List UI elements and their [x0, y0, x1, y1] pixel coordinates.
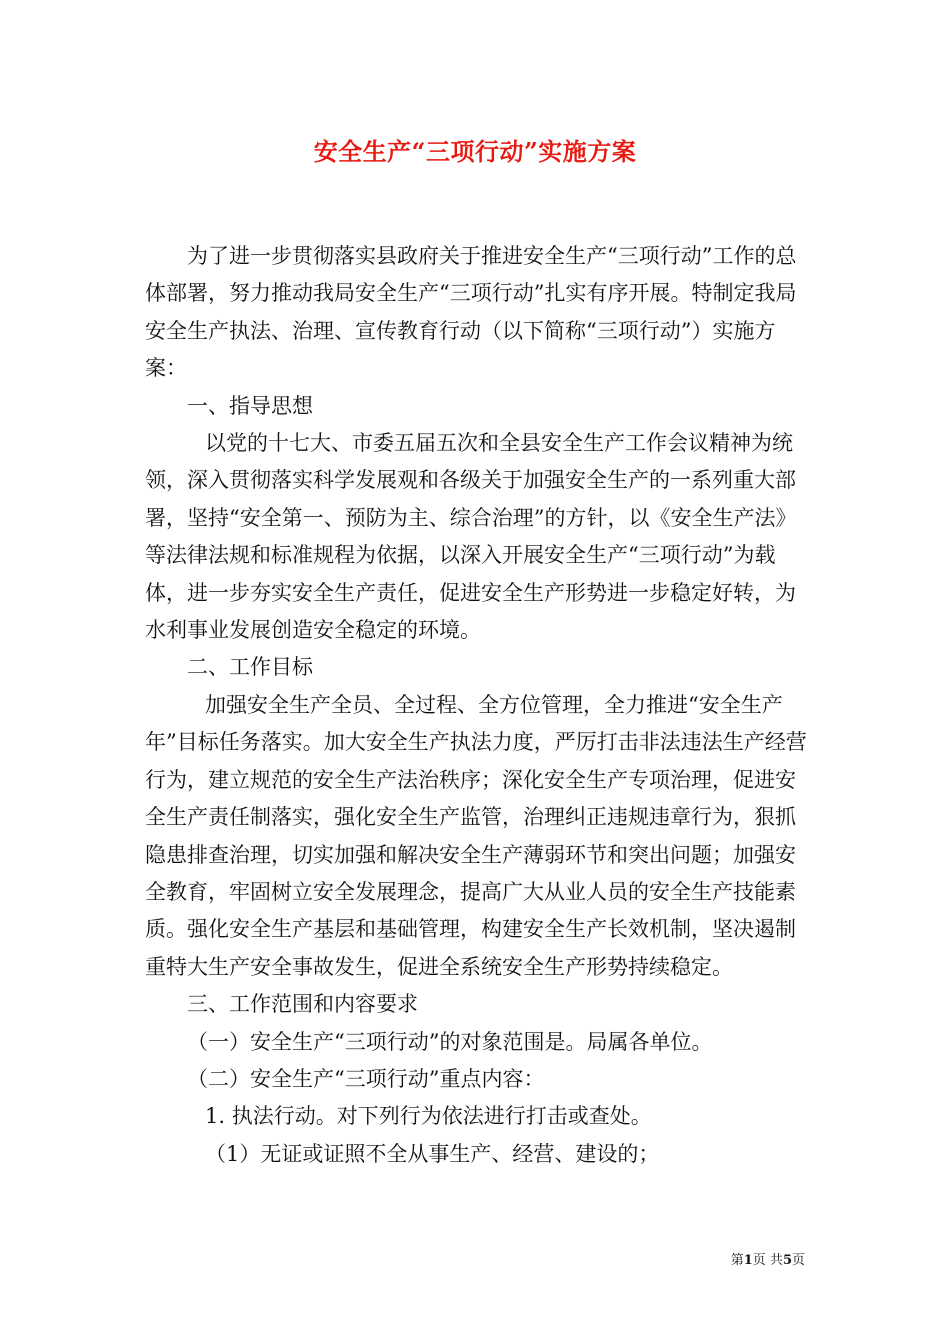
footer-total-pages: 5 [782, 1253, 792, 1268]
footer-prefix: 第 [730, 1253, 744, 1268]
intro-paragraph: 为了进一步贯彻落实县政府关于推进安全生产“三项行动”工作的总体部署，努力推动我局安全生产“三项行动”扎实有序开展。特制定我局安全生产执法、治理、宣传教育行动（以下简称“三项行动”）实施方案： [145, 244, 797, 381]
section-heading-guiding-thought: 一、指导思想 [187, 393, 313, 418]
document-title: 安全生产“三项行动”实施方案 [313, 137, 637, 166]
work-goals-paragraph: 加强安全生产全员、全过程、全方位管理，全力推进“安全生产年”目标任务落实。加大安全生产执法力度，严厉打击非法违法生产经营行为，建立规范的安全生产法治秩序；深化安全生产专项治理，促进安全生产责任制落实，强化安全生产监管，治理纠正违规违章行为，狠抓隐患排查治理，切实加强和解决安全生产薄弱环节和突出问题；加强安全教育，牢固树立安全发展理念，提高广大从业人员的安全生产技能素质。强化安全生产基层和基础管理，构建安全生产长效机制，坚决遏制重特大生产安全事故发生，促进全系统安全生产形势持续稳定。 [145, 692, 807, 979]
section-heading-work-goals: 二、工作目标 [187, 655, 313, 680]
footer-current-page: 1 [743, 1253, 753, 1268]
document-body [145, 238, 810, 1173]
guiding-thought-paragraph: 以党的十七大、市委五届五次和全县安全生产工作会议精神为统领，深入贯彻落实科学发展观和各级关于加强安全生产的一系列重大部署，坚持“安全第一、预防为主、综合治理”的方针，以《安全生产法》等法律法规和标准规程为依据，以深入开展安全生产“三项行动”为载体，进一步夯实安全生产责任，促进安全生产形势进一步稳定好转，为水利事业发展创造安全稳定的环境。 [145, 431, 797, 643]
enforcement-action-item: 1. 执法行动。对下列行为依法进行打击或查处。 [205, 1104, 652, 1129]
footer-mid: 页 共 [752, 1253, 783, 1268]
scope-item-2: （二）安全生产“三项行动”重点内容： [187, 1066, 545, 1091]
page-number-footer [731, 1249, 805, 1268]
footer-suffix: 页 [791, 1253, 805, 1268]
enforcement-subitem-1: （1）无证或证照不全从事生产、经营、建设的； [205, 1141, 660, 1166]
scope-item-1: （一）安全生产“三项行动”的对象范围是。局属各单位。 [187, 1029, 713, 1054]
section-heading-work-scope: 三、工作范围和内容要求 [187, 992, 418, 1017]
